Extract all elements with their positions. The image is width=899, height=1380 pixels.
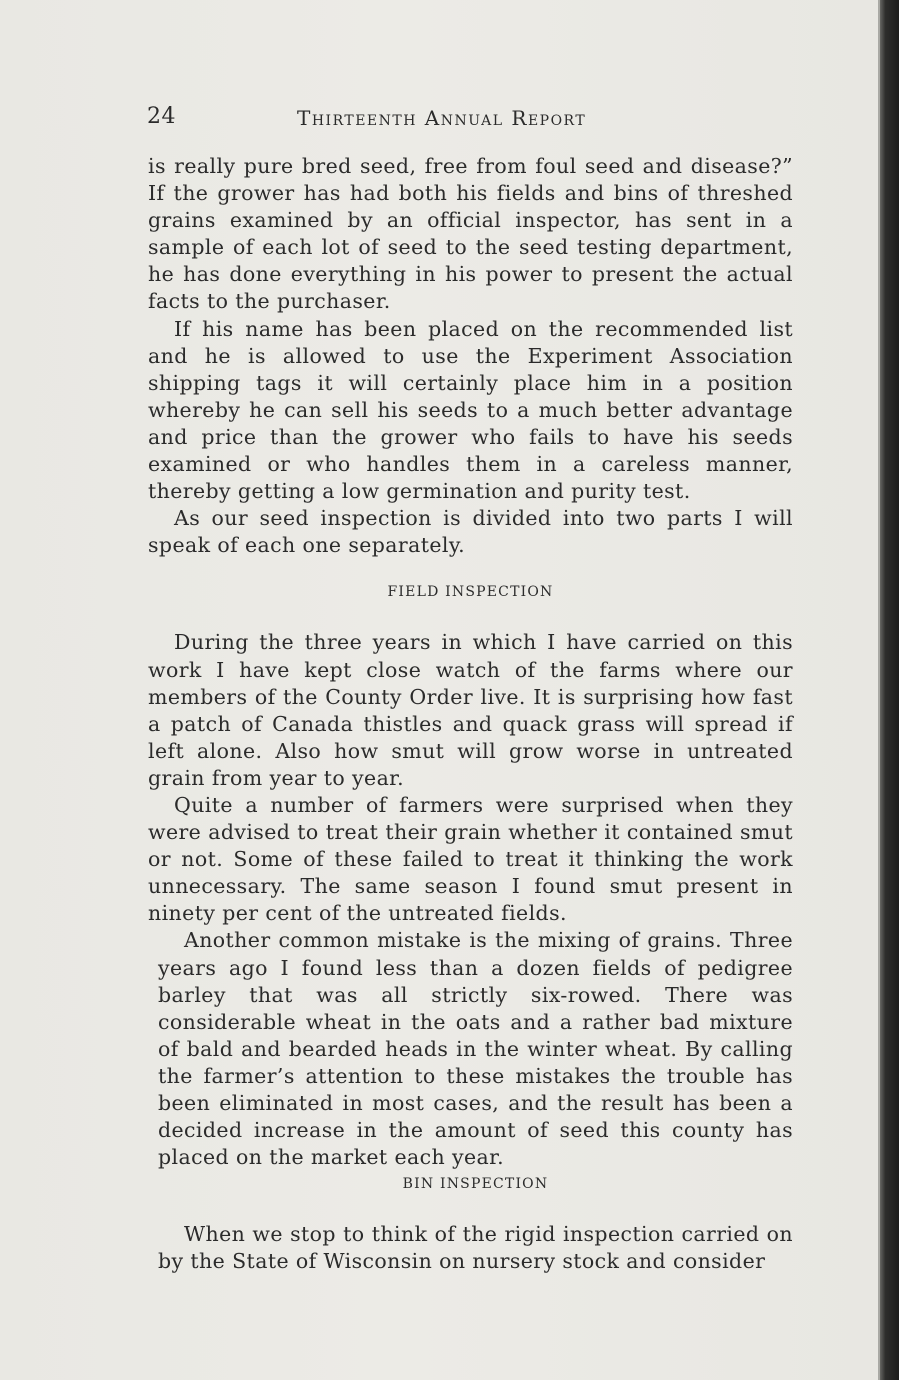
body-text xyxy=(148,153,793,1275)
page-edge-line xyxy=(878,0,880,1380)
paragraph-recommended-list: If his name has been placed on the recommended list and he is allowed to use the Experiment Association shipping tags it will certainly place him in a position whereby he can sell his seeds to a much better advantage and price than the grower who fails to have his seeds examined or who handles them in a careless manner, thereby getting a low germination and purity test. xyxy=(148,316,793,504)
paragraph-field-2: Quite a number of farmers were surprised when they were advised to treat their grain whether it contained smut or not. Some of these failed to treat it thinking the work unnecessary. The same season I found smut present in ninety per cent of the untreated fields. xyxy=(148,792,793,926)
running-title: Thirteenth Annual Report xyxy=(297,106,587,130)
book-binding-edge xyxy=(878,0,899,1380)
page-header xyxy=(147,104,793,138)
paragraph-bin-1: When we stop to think of the rigid inspection carried on by the State of Wisconsin on nursery stock and consider xyxy=(158,1222,793,1274)
bin-inspection-heading: BIN INSPECTION xyxy=(402,1176,549,1193)
paragraph-intro-continuation: is really pure bred seed, free from foul seed and disease?” If the grower has had both his fields and bins of threshed grains examined by an official inspector, has sent in a sample of each lot of seed to the seed testing department, he has done everything in his power to present the actual facts to the purchaser. xyxy=(148,154,793,314)
paragraph-two-parts: As our seed inspection is divided into two parts I will speak of each one separately. xyxy=(148,506,793,558)
field-inspection-heading: FIELD INSPECTION xyxy=(387,584,554,601)
paragraph-field-1: During the three years in which I have carried on this work I have kept close watch of the farms where our members of the County Order live. It is surprising how fast a patch of Canada thistles and quack grass will spread if left alone. Also how smut will grow worse in untreated grain from year to year. xyxy=(148,630,793,790)
page-number: 24 xyxy=(147,104,176,129)
paragraph-field-3: Another common mistake is the mixing of grains. Three years ago I found less than a dozen fields of pedigree barley that was all strictly six-rowed. There was considerable wheat in the oats and a rather bad mixture of bald and bearded heads in the winter wheat. By calling the farmer’s attention to these mistakes the trouble has been eliminated in most cases, and the result has been a decided increase in the amount of seed this county has placed on the market each year. xyxy=(158,928,793,1170)
shifted-block xyxy=(148,927,793,1275)
